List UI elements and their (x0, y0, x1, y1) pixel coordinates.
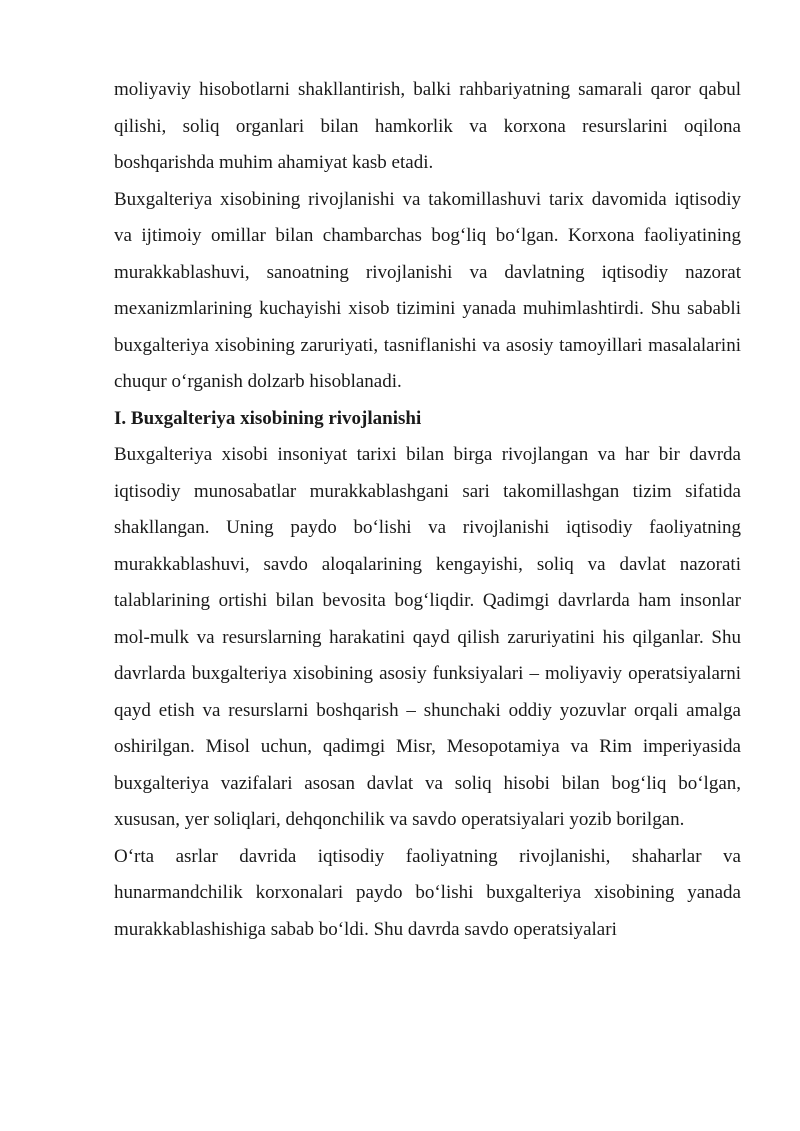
paragraph-4: O‘rta asrlar davrida iqtisodiy faoliyatning rivojlanishi, shaharlar va hunarmandchilik korxonalari paydo bo‘lishi buxgalteriya xisobining yanada murakkablashishiga sabab bo‘ldi. Shu davrda savdo operatsiyalari (114, 845, 741, 940)
section-heading: I. Buxgalteriya xisobining rivojlanishi (114, 407, 422, 429)
paragraph-1: moliyaviy hisobotlarni shakllantirish, balki rahbariyatning samarali qaror qabul qilishi, soliq organlari bilan hamkorlik va korxona resurslarini oqilona boshqarishda muhim ahamiyat kasb etadi. (114, 79, 741, 173)
paragraph-3: Buxgalteriya xisobi insoniyat tarixi bilan birga rivojlangan va har bir davrda iqtisodiy munosabatlar murakkablashgani sari takomillashgan tizim sifatida shakllangan. Uning paydo bo‘lishi va rivojlanishi iqtisodiy faoliyatning murakkablashuvi, savdo aloqalarining kengayishi, soliq va davlat nazorati talablarining ortishi bilan bevosita bog‘liqdir. Qadimgi davrlarda ham insonlar mol-mulk va resurslarning harakatini qayd qilish zaruriyatini his qilganlar. Shu davrlarda buxgalteriya xisobining asosiy funksiyalari – moliyaviy operatsiyalarni qayd etish va resurslarni boshqarish – shunchaki oddiy yozuvlar orqali amalga oshirilgan. Misol uchun, qadimgi Misr, Mesopotamiya va Rim imperiyasida buxgalteriya vazifalari asosan davlat va soliq hisobi bilan bog‘liq bo‘lgan, xususan, yer soliqlari, dehqonchilik va savdo operatsiyalari yozib borilgan. (114, 444, 741, 830)
document-page (114, 72, 741, 948)
paragraph-2: Buxgalteriya xisobining rivojlanishi va takomillashuvi tarix davomida iqtisodiy va ijtimoiy omillar bilan chambarchas bog‘liq bo‘lgan. Korxona faoliyatining murakkablashuvi, sanoatning rivojlanishi va davlatning iqtisodiy nazorat mexanizmlarining kuchayishi xisob tizimini yanada muhimlashtirdi. Shu sababli buxgalteriya xisobining zaruriyati, tasniflanishi va asosiy tamoyillari masalalarini chuqur o‘rganish dolzarb hisoblanadi. (114, 188, 741, 392)
